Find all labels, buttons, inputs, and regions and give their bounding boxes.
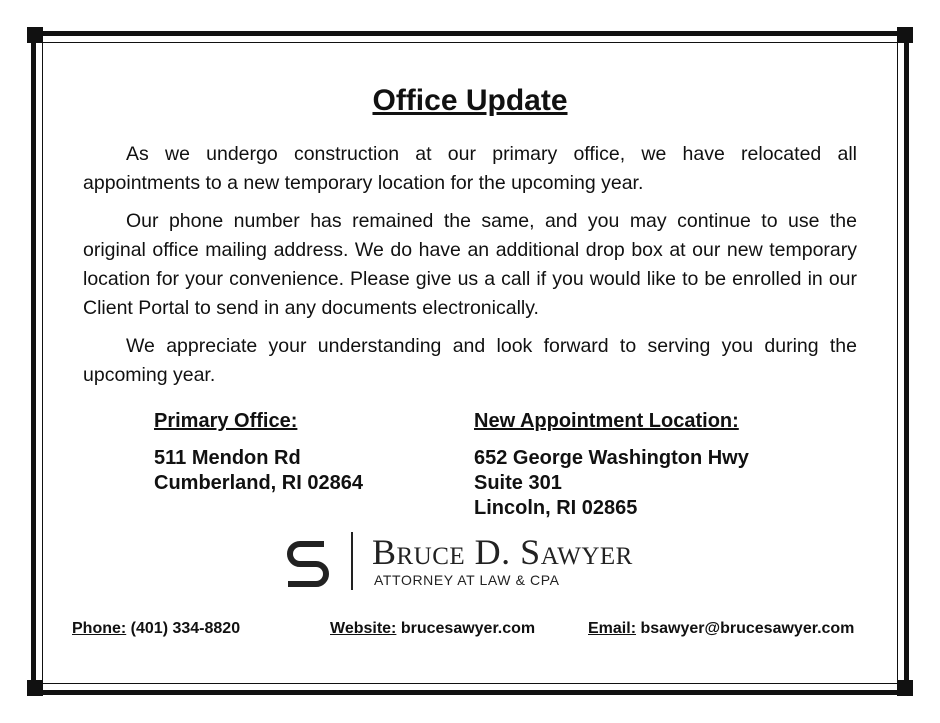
contact-email — [588, 620, 854, 638]
primary-office-address — [154, 408, 363, 496]
new-location-street: 652 George Washington Hwy — [474, 447, 749, 469]
corner-ornament-top-left — [27, 27, 43, 43]
logo-name: Bruce D. Sawyer — [372, 532, 633, 572]
new-location-city: Lincoln, RI 02865 — [474, 497, 638, 519]
website-label: Website: — [330, 620, 397, 637]
s-monogram-icon — [280, 534, 336, 590]
page-title: Office Update — [372, 84, 568, 117]
corner-ornament-bottom-right — [897, 680, 913, 696]
new-location-address — [474, 408, 749, 521]
firm-logo — [280, 532, 670, 592]
phone-label: Phone: — [72, 620, 127, 637]
body-text — [83, 140, 857, 399]
primary-office-city: Cumberland, RI 02864 — [154, 472, 363, 494]
new-location-suite: Suite 301 — [474, 472, 562, 494]
corner-ornament-top-right — [897, 27, 913, 43]
website-link[interactable]: brucesawyer.com — [400, 620, 536, 637]
logo-subtitle: ATTORNEY AT LAW & CPA — [374, 572, 560, 588]
paragraph-1: As we undergo construction at our primary office, we have relocated all appointments to a new temporary location for the upcoming year. — [83, 143, 857, 194]
paragraph-2: Our phone number has remained the same, and you may continue to use the original office mailing address. We do have an additional drop box at our new temporary location for your convenience. Please give us a call if you would like to be enrolled in our Client Portal to send in any documents electronically. — [83, 210, 857, 319]
contact-website — [330, 620, 535, 638]
primary-office-heading: Primary Office: — [154, 410, 298, 432]
primary-office-street: 511 Mendon Rd — [154, 447, 301, 469]
paragraph-3: We appreciate your understanding and look forward to serving you during the upcoming year. — [83, 335, 857, 386]
logo-divider — [351, 532, 353, 590]
phone-number[interactable]: (401) 334-8820 — [130, 620, 241, 637]
corner-ornament-bottom-left — [27, 680, 43, 696]
email-label: Email: — [588, 620, 637, 637]
contact-phone — [72, 620, 240, 638]
email-link[interactable]: bsawyer@brucesawyer.com — [640, 620, 855, 637]
new-location-heading: New Appointment Location: — [474, 410, 739, 432]
